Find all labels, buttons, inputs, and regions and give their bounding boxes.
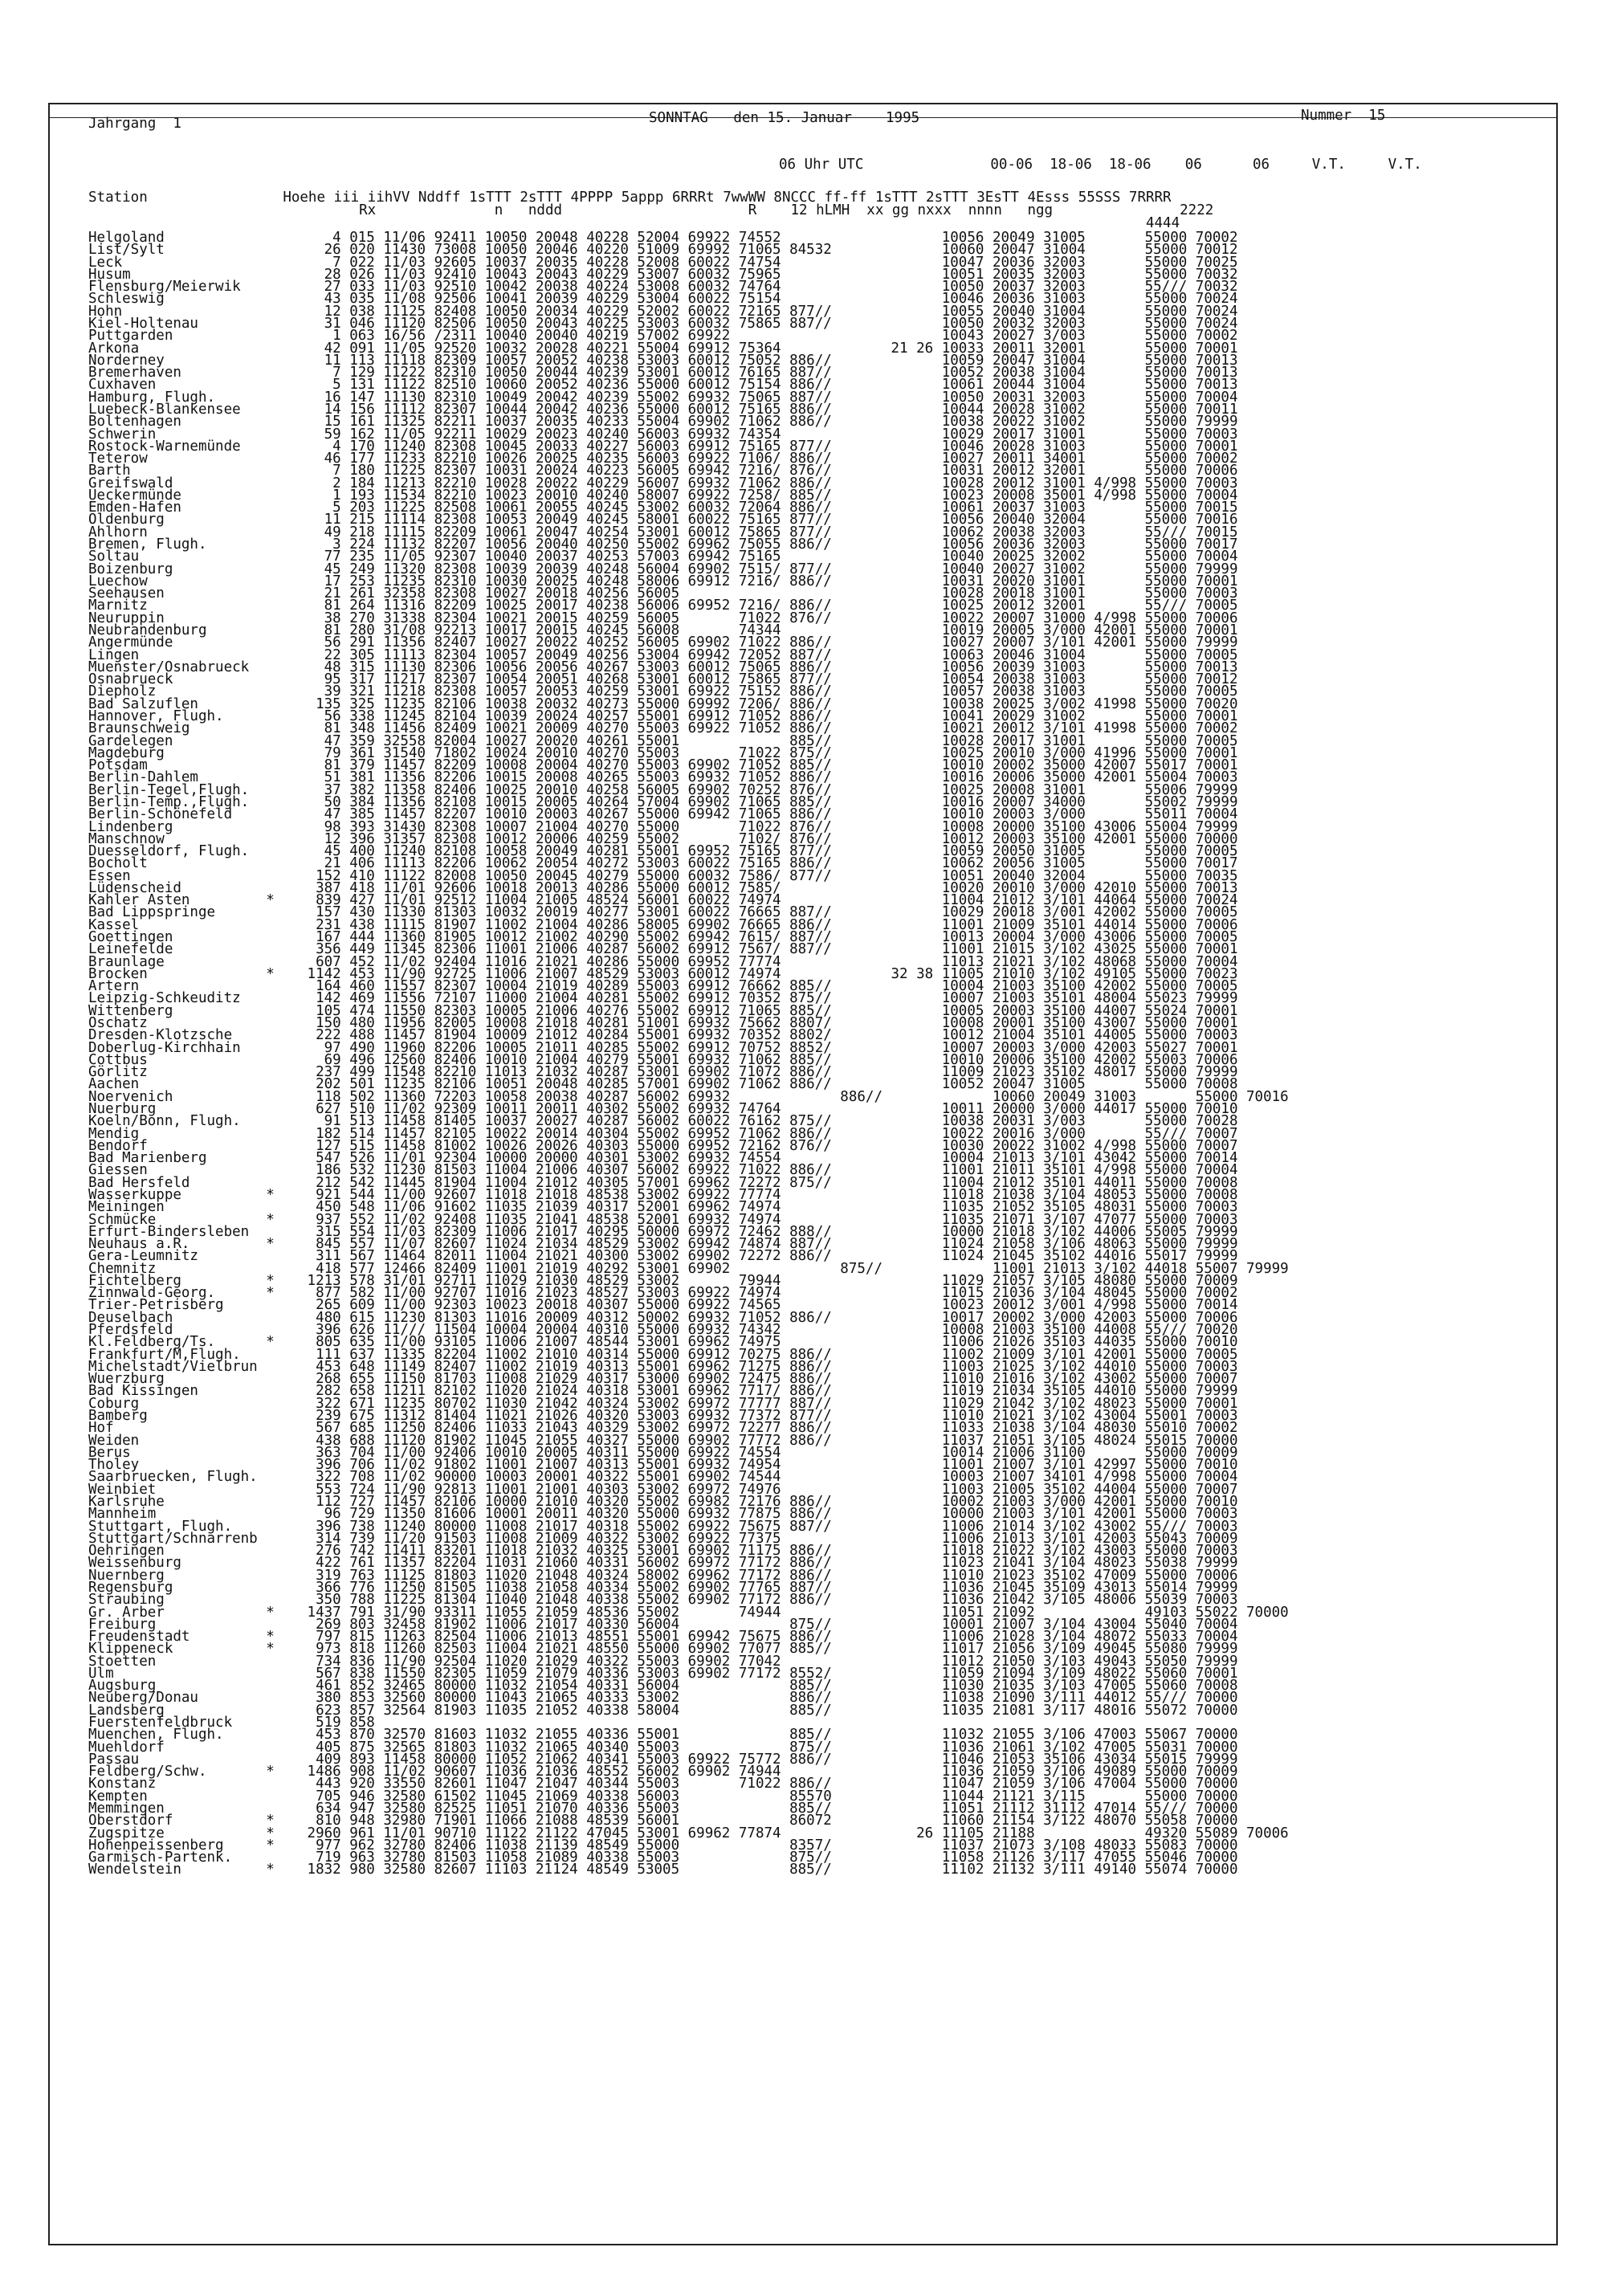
station-values: 450 548 11/06 91602 11035 21039 40317 52001 69962 74974 11035 21052 35105 48031 55000 70003 [299,1199,1238,1216]
station-name: Karlsruhe [88,1493,165,1510]
station-values: 734 836 11/90 92504 11020 21029 40322 55003 69902 77042 11012 21050 3/103 49043 55050 79999 [299,1653,1238,1670]
station-values: 46 177 11233 82210 10026 20025 40235 56003 69922 7106/ 886// 10027 20011 34001 55000 70002 [299,451,1238,467]
station-values: 95 317 11217 82307 10054 20051 40268 53001 60012 75865 877// 10054 20038 31003 55000 70012 [299,671,1238,688]
station-values: 231 438 11115 81907 11002 21004 40286 58005 69902 76665 886// 11001 21009 35101 44014 55000 70006 [299,916,1238,933]
station-name: Muenster/Osnabrueck [88,659,250,675]
station-values: 396 738 11240 80000 11008 21017 40318 55002 69922 75675 887// 11006 21014 3/102 43002 55/// 70003 [299,1518,1238,1535]
station-name: Zugspitze * [88,1825,275,1841]
station-values: 405 875 32565 81803 11032 21065 40340 55003 875// 11036 21061 3/102 47005 55031 70000 [299,1739,1238,1756]
station-values: 135 325 11235 82106 10038 20032 40273 55000 69992 7206/ 886// 10038 20025 3/002 41998 55000 70020 [299,695,1238,712]
station-name: Stuttgart/Schnarrenb [88,1530,258,1547]
station-name: Oschatz [88,1015,148,1031]
station-values: 59 162 11/05 92211 10029 20023 40240 56003 69932 74354 10029 20017 31001 55000 70003 [299,426,1238,442]
station-name: List/Sylt [88,242,165,259]
station-values: 42 091 11/05 92520 10032 20028 40221 55004 69912 75364 21 26 10033 20011 32001 55000 70001 [299,340,1238,357]
station-values: 797 815 11263 82504 11006 21013 48551 55001 69942 75675 886// 11006 21028 3/104 48072 55033 70004 [299,1629,1238,1646]
station-values: 69 496 12560 82406 10010 21004 40279 55001 69932 71062 885// 10010 20006 35100 42002 55003 70006 [299,1051,1238,1068]
station-name: Wuerzburg [88,1371,165,1388]
station-name: Wendelstein * [88,1862,275,1878]
station-values: 5 131 11122 82510 10060 20052 40236 55000 60012 75154 886// 10061 20044 31004 55000 70013 [299,377,1238,394]
station-name: Michelstadt/Vielbrun [88,1358,258,1375]
station-values: 98 393 31430 82308 10007 21004 40270 55000 71022 876// 10008 20000 35100 43006 55004 79999 [299,818,1238,835]
station-values: 268 655 11150 81703 11008 21029 40317 53000 69902 72475 886// 11010 21016 3/102 43002 55000 70007 [299,1371,1238,1388]
station-name: Flensburg/Meierwik [88,279,241,296]
station-name: Hof [88,1420,114,1437]
station-values: 14 156 11112 82307 10044 20042 40236 55000 60012 75165 886// 10044 20028 31002 55000 70011 [299,401,1238,418]
station-values: 127 515 11458 81002 10026 20026 40303 55000 69952 72162 876// 10030 20022 31002 4/998 55000 70007 [299,1137,1238,1154]
station-name: Hohenpeissenberg * [88,1837,275,1854]
station-name: Fuerstenfeldbruck [88,1715,233,1731]
station-name: Norderney [88,352,165,369]
station-name: Schmücke * [88,1211,275,1228]
station-values: 237 499 11548 82210 11013 21032 40287 53001 69902 71072 886// 11009 21023 35102 48017 55000 79999 [299,1064,1238,1081]
station-values: 77 235 11/05 92307 10040 20037 40253 57003 69942 75165 10040 20025 32002 55000 70004 [299,549,1238,565]
station-name: Artern [88,978,140,995]
station-name: Frankfurt/M,Flugh. [88,1346,241,1363]
station-values: 387 418 11/01 92606 10018 20013 40286 55000 60012 7585/ 10020 20010 3/000 42010 55000 70013 [299,879,1238,896]
station-values: 96 729 11350 81606 10001 20011 40320 55000 69932 77875 886// 10000 21003 3/101 42001 55000 70003 [299,1506,1238,1523]
station-values: 152 410 11122 82008 10050 20045 40279 55000 60032 7586/ 877// 10051 20040 32004 55000 70035 [299,867,1238,884]
station-name: Teterow [88,451,148,467]
station-name: Arkona [88,340,140,357]
station-values: 202 501 11235 82106 10051 20048 40285 57001 69902 71062 886// 10052 20047 31005 55000 70008 [299,1076,1238,1093]
station-values: 519 858 [299,1715,375,1731]
station-name: Essen [88,867,131,884]
station-name: Ahlhorn [88,524,148,540]
station-values: 282 658 11211 82102 11020 21024 40318 53001 69962 7717/ 886// 11019 21034 35105 44010 55000 79999 [299,1383,1238,1400]
table-row [88,1864,1526,1876]
station-name: Bremen, Flugh. [88,536,207,553]
station-name: Konstanz [88,1776,157,1792]
station-values: 977 962 32780 82406 11038 21139 48549 55000 8357/ 11037 21073 3/108 48033 55083 70000 [299,1837,1238,1854]
station-name: Nuernberg [88,1567,165,1584]
station-values: 15 161 11325 82211 10037 20035 40233 55004 69902 71062 886// 10038 20022 31002 55000 79999 [299,414,1238,430]
station-name: Fichtelberg * [88,1272,275,1289]
station-name: Puttgarden [88,328,173,345]
station-name: Mannheim [88,1506,157,1523]
station-name: Augsburg [88,1678,157,1694]
station-name: Soltau [88,549,140,565]
station-values: 222 488 11457 81904 10009 21012 40284 55001 69932 70352 8802/ 10012 21004 35101 44005 55000 70003 [299,1027,1238,1044]
station-name: Mendig [88,1125,140,1142]
station-values: 16 147 11130 82310 10049 20042 40239 55002 69932 75065 887// 10050 20031 32003 55000 70004 [299,389,1238,406]
column-header-line-1: 06 Uhr UTC 00-06 18-06 18-06 06 06 V.T. V.T. [779,157,1422,173]
station-values: 607 452 11/02 92404 11016 21021 40286 55000 69952 77774 11013 21021 3/102 48068 55000 70004 [299,953,1238,970]
station-values: 276 742 11411 83201 11018 21032 40325 53001 69902 71175 886// 11018 21022 3/102 43003 55000 70003 [299,1543,1238,1560]
station-values: 1486 908 11/02 90607 11036 21036 48552 56002 69902 74944 11036 21059 3/106 49089 55000 70009 [299,1764,1238,1780]
station-values: 921 544 11/00 92607 11018 21018 48538 53002 69922 77774 11018 21038 3/104 48053 55000 70008 [299,1186,1238,1203]
station-values: 322 708 11/02 90000 10003 20001 40322 55001 69902 74544 10003 21007 34101 4/998 55000 70004 [299,1469,1238,1486]
station-values: 1213 578 31/01 92711 11029 21030 48529 53002 79944 11029 21057 3/105 48080 55000 70009 [299,1272,1238,1289]
station-name: Leinefelde [88,941,173,958]
station-name: Lüdenscheid [88,879,181,896]
station-values: 418 577 12466 82409 11001 21019 40292 53001 69902 875// 11001 21013 3/102 44018 55007 79999 [299,1260,1289,1277]
station-name: Brocken * [88,965,275,982]
station-name: Hannover, Flugh. [88,708,224,724]
issue-date: SONNTAG den 15. Januar 1995 [649,110,920,126]
station-name: Bad Salzuflen [88,695,198,712]
station-name: Helgoland [88,230,165,246]
station-name: Neuhaus a.R. * [88,1236,275,1253]
station-name: Lingen [88,646,140,663]
station-values: 27 033 11/03 92510 10042 20038 40224 53008 60032 74764 10050 20037 32003 55/// 70032 [299,279,1238,296]
station-values: 322 671 11235 80702 11030 21042 40324 53002 69972 77777 887// 11029 21042 3/102 48023 55000 70001 [299,1395,1238,1412]
station-name: Berlin-Temp.,Flugh. [88,793,250,810]
station-values: 5 203 11225 82508 10061 20055 40245 53002 60032 72064 886// 10061 20037 31003 55000 70015 [299,500,1238,516]
station-name: Berlin-Schönefeld [88,806,233,823]
station-name: Neuruppin [88,610,165,626]
station-name: Wasserkuppe * [88,1186,275,1203]
station-values: 1832 980 32580 82607 11103 21124 48549 53005 885// 11102 21132 3/111 49140 55074 70000 [299,1862,1238,1878]
station-values: 50 384 11356 82108 10015 20005 40264 57004 69902 71065 885// 10016 20007 34000 55002 79999 [299,793,1238,810]
station-values: 453 870 32570 81603 11032 21055 40336 55001 885// 11032 21055 3/106 47003 55067 70000 [299,1727,1238,1743]
station-values: 623 857 32564 81903 11035 21052 40338 58004 885// 11035 21081 3/117 48016 55072 70000 [299,1702,1238,1719]
station-values: 142 469 11556 72107 11000 21004 40281 55002 69912 70352 875// 10007 21003 35101 48004 55023 79999 [299,990,1238,1007]
station-name: Berlin-Tegel,Flugh. [88,781,250,798]
station-values: 112 727 11457 82106 10000 21010 40320 55002 69982 72176 886// 10002 21003 3/000 42001 55000 70010 [299,1493,1238,1510]
station-name: Kl.Feldberg/Ts. * [88,1334,275,1351]
station-name: Oldenburg [88,512,165,528]
issue-number: Nummer 15 [1301,108,1386,124]
station-values: 105 474 11550 82303 10005 21006 40276 55002 69912 71065 885// 10005 20003 35100 44007 55024 70001 [299,1002,1238,1019]
station-name: Gr. Arber * [88,1604,275,1621]
station-name: Ueckermünde [88,487,181,504]
station-name: Oehringen [88,1543,165,1560]
station-name: Noervenich [88,1088,173,1105]
station-name: Angermünde [88,634,173,651]
station-name: Stuttgart, Flugh. [88,1518,233,1535]
station-values: 97 490 11960 82206 10005 21011 40285 55002 69912 70752 8852/ 10007 20003 3/000 42003 55027 70001 [299,1039,1238,1056]
station-values: 79 361 31540 71802 10024 20010 40270 55003 71022 875// 10025 20010 3/000 41996 55000 70001 [299,744,1238,761]
jahrgang-label: Jahrgang 1 [88,116,181,132]
station-values: 51 381 11356 82206 10015 20008 40265 55003 69932 71052 886// 10016 20006 35000 42001 55004 70003 [299,769,1238,786]
station-name: Pferdsfeld [88,1322,173,1339]
station-values: 81 264 11316 82209 10025 20017 40238 56006 69952 7216/ 886// 10025 20012 32001 55/// 70005 [299,597,1238,614]
station-values: 39 321 11218 82308 10057 20053 40259 53001 69922 75152 886// 10057 20038 31003 55000 70005 [299,683,1238,700]
station-values: 2 184 11213 82210 10028 20022 40229 56007 69932 71062 886// 10028 20012 31001 4/998 55000 70003 [299,475,1238,491]
station-name: Bad Lippspringe [88,904,216,921]
station-values: 48 315 11130 82306 10056 20056 40267 53003 60012 75065 886// 10056 20039 31003 55000 70013 [299,659,1238,675]
station-name: Gera-Leumnitz [88,1248,198,1265]
station-name: Garmisch-Partenk. [88,1849,233,1866]
station-name: Regensburg [88,1579,173,1596]
station-name: Bad Marienberg [88,1150,207,1167]
station-name: Bad Kissingen [88,1383,198,1400]
station-name: Straubing [88,1592,165,1609]
station-name: Seehausen [88,585,165,602]
station-values: 239 675 11312 81404 11021 21026 40320 53003 69932 77372 877// 11010 21021 3/102 43004 55001 70003 [299,1408,1238,1424]
station-values: 553 724 11/90 92813 11001 21001 40303 53002 69972 74976 11003 21005 35102 44004 55000 70007 [299,1481,1238,1498]
station-values: 47 385 11457 82207 10010 20003 40267 55000 69942 71065 886// 10010 20003 3/000 55011 70004 [299,806,1238,823]
station-name: Saarbruecken, Flugh. [88,1469,258,1486]
station-values: 81 379 11457 82209 10008 20004 40270 55003 69902 71052 885// 10010 20002 35000 42007 55017 70001 [299,757,1238,774]
station-name: Bamberg [88,1408,148,1424]
station-values: 480 615 11230 81303 11016 20009 40312 50002 69932 71052 886// 10017 20002 3/000 42003 55000 70006 [299,1309,1238,1326]
station-values: 973 818 11260 82503 11004 21021 48550 55000 69902 77077 885// 11017 21056 3/109 49045 55080 79999 [299,1641,1238,1658]
station-values: 12 038 11125 82408 10050 20034 40229 52002 60022 72165 877// 10055 20040 31004 55000 70024 [299,303,1238,320]
station-values: 1 063 16/56 /2311 10040 20040 40219 57002 69922 10043 20027 3/003 55000 70002 [299,328,1238,345]
station-name: Weinbiet [88,1481,157,1498]
station-name: Bendorf [88,1137,148,1154]
station-name: Leipzig-Schkeuditz [88,990,241,1007]
station-name: Wittenberg [88,1002,173,1019]
station-values: 396 706 11/02 91802 11001 21007 40313 55001 69932 74954 11001 21007 3/101 42997 55000 70010 [299,1457,1238,1474]
station-name: Schleswig [88,291,165,308]
column-header-line-2: Station Hoehe iii iihVV Nddff 1sTTT 2sTTT 4PPPP 5appp 6RRRt 7wwWW 8NCCC ff-ff 1sTTT 2sTTT 3EsTT 4Esss 55SSS 7RRRR [88,190,1172,206]
station-name: Neuberg/Donau [88,1690,198,1707]
station-values: 453 648 11149 82407 11002 21019 40313 55001 69962 71275 886// 11003 21025 3/102 44010 55000 70003 [299,1358,1238,1375]
station-name: Luebeck-Blankensee [88,401,241,418]
station-name: Leck [88,254,123,271]
station-table [88,232,1526,1877]
station-name: Hamburg, Flugh. [88,389,216,406]
station-values: 877 582 11/00 92707 11016 21023 48527 53003 69922 74974 11015 21036 3/104 48045 55000 70002 [299,1285,1238,1302]
station-values: 11 113 11118 82309 10057 20052 40238 53003 60012 75052 886// 10059 20047 31004 55000 70013 [299,352,1238,369]
station-name: Muenchen, Flugh. [88,1727,224,1743]
station-name: Kiel-Holtenau [88,315,198,332]
station-values: 22 305 11113 82304 10057 20049 40256 53004 69942 72052 887// 10063 20046 31004 55000 70005 [299,646,1238,663]
station-values: 315 554 11/03 82309 11006 21017 40295 50000 69972 72462 888// 10000 21018 3/102 44006 55005 79999 [299,1223,1238,1240]
station-name: Oberstdorf * [88,1813,275,1829]
station-name: Landsberg [88,1702,165,1719]
station-name: Koeln/Bonn, Flugh. [88,1113,241,1130]
column-header-line-3: Rx n nddd R 12 hLMH xx gg nxxx nnnn ngg 2222 [88,202,1214,218]
station-values: 38 270 31338 82304 10021 20015 40259 56005 71022 876// 10022 20007 31000 4/998 55000 70006 [299,610,1238,626]
station-values: 81 280 31/08 92213 10017 20015 40245 56008 74344 10019 20005 3/000 42001 55000 70001 [299,622,1238,638]
station-values: 164 460 11557 82307 10004 21019 40289 55003 69912 76662 885// 10004 21003 35100 42002 55000 70005 [299,978,1238,995]
station-name: Goettingen [88,929,173,946]
station-values: 12 396 31357 82308 10012 20006 40259 55002 7102/ 876// 10012 20003 35100 42001 55000 70000 [299,830,1238,847]
station-values: 547 526 11/01 92304 10000 20000 40301 53002 69932 74554 10004 21013 3/101 43042 55000 70014 [299,1150,1238,1167]
station-values: 7 129 11222 82310 10050 20044 40239 53001 60012 76165 887// 10052 20038 31004 55000 70013 [299,365,1238,381]
station-values: 167 444 11360 81905 10012 21002 40290 55002 69942 7615/ 887// 10013 20004 3/000 43006 55000 70005 [299,929,1238,946]
station-values: 461 852 32465 80000 11032 21054 40331 56004 885// 11030 21035 3/103 47005 55060 70008 [299,1678,1238,1694]
station-name: Braunlage [88,953,165,970]
station-values: 705 946 32580 61502 11045 21069 40338 56003 85570 11044 21121 3/115 55000 70000 [299,1788,1238,1805]
station-name: Freiburg [88,1616,157,1633]
station-name: Rostock-Warnemünde [88,438,241,455]
station-values: 265 609 11/00 92303 10023 20018 40307 55000 69922 74565 10023 20012 3/001 4/998 55000 70014 [299,1297,1238,1314]
station-name: Berlin-Dahlem [88,769,198,786]
station-name: Stoetten [88,1653,157,1670]
station-values: 422 761 11357 82204 11031 21060 40331 56002 69972 77172 886// 11023 21041 3/104 48023 55038 79999 [299,1555,1238,1572]
station-values: 47 359 32558 82004 10027 20020 40261 55001 885// 10028 20017 31001 55000 70005 [299,732,1238,749]
station-name: Emden-Hafen [88,500,181,516]
station-name: Passau [88,1751,140,1768]
station-name: Marnitz [88,597,148,614]
station-values: 634 947 32580 82525 11051 21070 40336 55003 885// 11051 21112 31112 47014 55/// 70000 [299,1801,1238,1817]
station-values: 11 215 11114 82308 10053 20049 40245 58001 60022 75165 877// 10056 20040 32004 55000 70016 [299,512,1238,528]
station-name: Muehldorf [88,1739,165,1756]
station-name: Manschnow [88,830,165,847]
station-values: 26 020 11430 73008 10050 20046 40220 51009 69992 71065 84532 10060 20047 31004 55000 70012 [299,242,1238,259]
station-values: 567 838 11550 82305 11059 21079 40336 53003 69902 77172 8552/ 11059 21094 3/109 48022 55060 70001 [299,1665,1238,1682]
station-values: 356 449 11345 82306 11001 21006 40287 56002 69912 7567/ 887// 11001 21015 3/102 43025 55000 70001 [299,941,1238,958]
station-name: Hohn [88,303,123,320]
station-name: Gardelegen [88,732,173,749]
station-name: Cottbus [88,1051,148,1068]
station-values: 21 261 32358 82308 10027 20018 40256 56005 10028 20018 31001 55000 70003 [299,585,1238,602]
station-name: Osnabrueck [88,671,173,688]
station-values: 21 406 11113 82206 10062 20054 40272 53003 60022 75165 886// 10062 20056 31005 55000 70017 [299,855,1238,872]
station-name: Feldberg/Schw. * [88,1764,275,1780]
station-values: 4 170 11240 82308 10045 20033 40227 56003 69912 75165 877// 10046 20028 31003 55000 70001 [299,438,1238,455]
station-name: Cuxhaven [88,377,157,394]
station-values: 719 963 32780 81503 11058 21089 40338 55003 875// 11058 21126 3/117 47055 55046 70000 [299,1849,1238,1866]
station-values: 56 291 11356 82407 10027 20022 40252 56005 69902 71022 886// 10027 20007 3/101 42001 55000 79999 [299,634,1238,651]
station-name: Görlitz [88,1064,148,1081]
station-values: 350 788 11225 81304 11040 21048 40338 55002 69902 77172 886// 11036 21042 3/105 48006 55039 70003 [299,1592,1238,1609]
station-name: Barth [88,463,131,479]
station-values: 31 046 11120 82506 10050 20043 40225 53003 60032 75865 887// 10050 20032 32003 55000 70024 [299,315,1238,332]
station-name: Chemnitz [88,1260,157,1277]
station-name: Doberlug-Kirchhain [88,1039,241,1056]
station-values: 366 776 11250 81505 11038 21058 40334 55002 69902 77765 887// 11036 21045 35109 43013 55014 79999 [299,1579,1238,1596]
station-name: Meiningen [88,1199,165,1216]
station-values: 4 015 11/06 92411 10050 20048 40228 52004 69922 74552 10056 20049 31005 55000 70002 [299,230,1238,246]
station-values: 810 948 32980 71901 11066 21088 48539 56001 86072 11060 21154 3/122 48070 55058 70000 [299,1813,1238,1829]
station-values: 314 739 11/20 91503 11008 21009 40322 53002 69922 77375 11006 21013 3/101 42003 55043 70009 [299,1530,1238,1547]
station-values: 311 567 11464 82011 11004 21021 40300 53002 69902 72272 886// 11024 21045 35102 44016 55017 79999 [299,1248,1238,1265]
station-values: 363 704 11/00 92406 10010 20005 40311 55000 69922 74554 10014 21006 31100 55000 70009 [299,1444,1238,1461]
station-values: 7 180 11225 82307 10031 20024 40223 56005 69942 7216/ 876// 10031 20012 32001 55000 70006 [299,463,1238,479]
station-values: 409 893 11458 80000 11052 21062 40341 55003 69922 75772 886// 11046 21053 35106 43034 55015 79999 [299,1751,1238,1768]
station-values: 212 542 11445 81904 11004 21012 40305 57001 69962 72272 875// 11004 21012 35101 44011 55000 70008 [299,1174,1238,1191]
station-name: Husum [88,266,131,283]
station-name: Diepholz [88,683,157,700]
station-name: Boizenburg [88,561,173,577]
station-values: 1 193 11534 82210 10023 20010 40240 58007 69922 7258/ 885// 10023 20008 35001 4/998 55000 70004 [299,487,1238,504]
station-name: Coburg [88,1395,140,1412]
station-name: Neubrandenburg [88,622,207,638]
station-name: Lindenberg [88,818,173,835]
station-name: Aachen [88,1076,140,1093]
station-name: Kempten [88,1788,148,1805]
station-name: Schwerin [88,426,157,442]
station-values: 45 400 11240 82108 10058 20049 40281 55001 69952 75165 877// 10059 20050 31005 55000 70005 [299,843,1238,860]
station-values: 28 026 11/03 92410 10043 20043 40229 53007 60032 75965 10051 20035 32003 55000 70032 [299,266,1238,283]
station-values: 3 224 11132 82207 10056 20040 40250 55002 69962 75055 886// 10056 20036 32003 55000 70017 [299,536,1238,553]
station-values: 269 803 32458 81902 11006 21017 40330 56004 875// 10001 21007 3/104 43004 55040 70004 [299,1616,1238,1633]
station-values: 1437 791 31/90 93311 11055 21059 48536 55002 74944 11051 21092 49103 55022 70000 [299,1604,1289,1621]
station-values: 56 338 11245 82104 10039 20024 40257 55001 69912 71052 886// 10041 20029 31002 55000 70001 [299,708,1238,724]
station-values: 443 920 33550 82601 11047 21047 40344 55003 71022 886// 11047 21059 3/106 47004 55000 70000 [299,1776,1238,1792]
station-name: Berus [88,1444,131,1461]
station-values: 81 348 11456 82409 10021 20009 40270 55003 69922 71052 886// 10021 20012 3/101 41998 55000 70002 [299,720,1238,737]
station-values: 118 502 11360 72203 10058 20038 40287 56002 69932 886// 10060 20049 31003 55000 70016 [299,1088,1289,1105]
station-values: 37 382 11358 82406 10025 20010 40258 56005 69902 70252 876// 10025 20008 31001 55006 79999 [299,781,1238,798]
station-values: 186 532 11230 81503 11004 21006 40307 56002 69922 71022 886// 11001 21011 35101 4/998 55000 70004 [299,1162,1238,1179]
station-values: 43 035 11/08 92506 10041 20039 40229 53004 60022 75154 10046 20036 31003 55000 70024 [299,291,1238,308]
station-name: Potsdam [88,757,148,774]
station-values: 845 557 11/07 82607 11024 21034 48529 53002 69942 74874 887// 11024 21058 3/106 48063 55000 79999 [299,1236,1238,1253]
station-values: 937 552 11/02 92408 11035 21041 48538 52001 69932 74974 11035 21071 3/107 47077 55000 70003 [299,1211,1238,1228]
station-values: 839 427 11/01 92512 11004 21005 48524 56001 60022 74974 11004 21012 3/101 44064 55000 70024 [299,892,1238,909]
station-values: 49 218 11115 82209 10061 20047 40254 53001 60012 75865 877// 10062 20038 32003 55/// 70015 [299,524,1238,540]
station-name: Erfurt-Bindersleben [88,1223,250,1240]
station-name: Memmingen [88,1801,165,1817]
column-header-line-4: 4444 [88,215,1180,231]
station-values: 396 626 11/// 11504 10004 20004 40310 55000 69932 74342 10008 21003 35100 44008 55/// 70020 [299,1322,1238,1339]
station-values: 17 253 11235 82310 10030 20025 40248 58006 69912 7216/ 886// 10031 20020 31001 55000 70001 [299,573,1238,589]
station-name: Zinnwald-Georg. * [88,1285,275,1302]
station-values: 627 510 11/02 92309 10011 20011 40302 55002 69932 74764 10011 20000 3/000 44017 55000 70010 [299,1100,1238,1117]
station-values: 157 430 11330 81303 10032 20019 40277 53001 60022 76665 887// 10029 20018 3/001 42002 55000 70005 [299,904,1238,921]
station-values: 45 249 11320 82308 10039 20039 40248 56004 69902 7515/ 877// 10040 20027 31002 55000 79999 [299,561,1238,577]
station-name: Nuerburg [88,1100,157,1117]
station-values: 805 635 11/00 93105 11006 21007 48544 53001 69962 74975 11006 21026 35103 44035 55000 70010 [299,1334,1238,1351]
station-values: 567 685 11250 82406 11033 21043 40329 53002 69972 72277 886// 11033 21038 3/104 48030 55010 70002 [299,1420,1238,1437]
station-values: 150 480 11956 82005 10008 21018 40281 51001 69932 75662 8807/ 10008 20001 35100 43007 55000 70001 [299,1015,1238,1031]
station-name: Greifswald [88,475,173,491]
station-name: Bremerhaven [88,365,181,381]
station-name: Ulm [88,1665,114,1682]
station-values: 1142 453 11/90 92725 11006 21007 48529 53003 60012 74974 32 38 11005 21010 3/102 49105 55000 70023 [299,965,1238,982]
station-name: Giessen [88,1162,148,1179]
station-values: 380 853 32560 80000 11043 21065 40333 53002 886// 11038 21090 3/111 44012 55/// 70000 [299,1690,1238,1707]
station-name: Braunschweig [88,720,190,737]
station-values: 2960 961 11/01 90710 11122 21122 47045 53001 69962 77874 26 11105 21188 49320 55089 70006 [299,1825,1289,1841]
station-name: Tholey [88,1457,140,1474]
station-name: Bocholt [88,855,148,872]
station-values: 7 022 11/03 92605 10037 20035 40228 52008 60022 74754 10047 20036 32003 55000 70025 [299,254,1238,271]
station-values: 182 514 11457 82105 10022 20014 40304 55002 69952 71062 886// 10022 20016 3/000 55/// 70007 [299,1125,1238,1142]
station-values: 438 688 11120 81902 11045 21055 40327 55000 69902 77772 886// 11037 21051 3/105 48024 55015 70000 [299,1432,1238,1449]
station-name: Dresden-Klotzsche [88,1027,233,1044]
station-name: Trier-Petrisberg [88,1297,224,1314]
station-name: Duesseldorf, Flugh. [88,843,250,860]
station-values: 319 763 11125 81803 11020 21048 40324 58002 69962 77172 886// 11010 21023 35102 47009 55000 70006 [299,1567,1238,1584]
station-name: Freudenstadt * [88,1629,275,1646]
station-name: Klippeneck * [88,1641,275,1658]
station-name: Weiden [88,1432,140,1449]
station-name: Deuselbach [88,1309,173,1326]
station-name: Magdeburg [88,744,165,761]
station-name: Kahler Asten * [88,892,275,909]
station-name: Weissenburg [88,1555,181,1572]
station-name: Boltenhagen [88,414,181,430]
station-name: Bad Hersfeld [88,1174,190,1191]
station-name: Kassel [88,916,140,933]
station-values: 91 513 11458 81405 10037 20027 40287 56002 60022 76162 875// 10038 20031 3/003 55000 70028 [299,1113,1238,1130]
station-values: 111 637 11335 82204 11002 21010 40314 55000 69912 70275 886// 11002 21009 3/101 42001 55000 70005 [299,1346,1238,1363]
station-name: Luechow [88,573,148,589]
